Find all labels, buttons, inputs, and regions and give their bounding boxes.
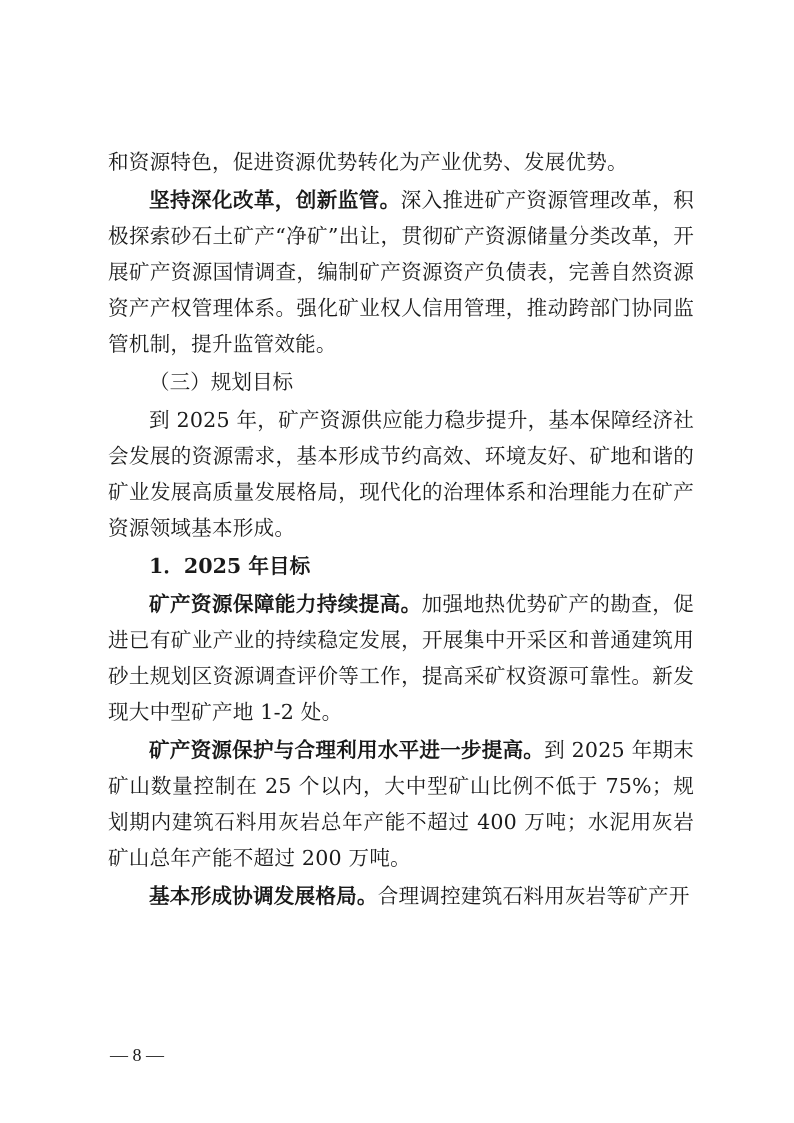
paragraph-body-coordinated: 合理调控建筑石料用灰岩等矿产开 xyxy=(377,884,690,908)
paragraph-lead-reform: 坚持深化改革，创新监管。 xyxy=(149,188,401,212)
paragraph-goals-2025: 到 2025 年，矿产资源供应能力稳步提升，基本保障经济社会发展的资源需求，基本形成节约高效、环境友好、矿地和谐的矿业发展高质量发展格局，现代化的治理体系和治理能力在矿产资源领域基本形成。 xyxy=(108,408,694,540)
document-page xyxy=(108,144,694,914)
paragraph-lead-supply: 矿产资源保障能力持续提高。 xyxy=(149,592,422,616)
paragraph-supply-capacity xyxy=(108,586,694,730)
page-number: — 8 — xyxy=(110,1045,164,1065)
paragraph-protection-utilization xyxy=(108,732,694,876)
paragraph-body-protection: 到 2025 年期末矿山数量控制在 25 个以内，大中型矿山比例不低于 75%；规划期内建筑石料用灰岩总年产能不超过 400 万吨；水泥用灰岩矿山总年产能不超过 200 万吨。 xyxy=(108,738,694,870)
paragraph-reform xyxy=(108,182,694,362)
paragraph-lead-coordinated: 基本形成协调发展格局。 xyxy=(149,884,378,908)
paragraph-continuation: 和资源特色，促进资源优势转化为产业优势、发展优势。 xyxy=(108,150,628,174)
paragraph-body-reform: 深入推进矿产资源管理改革，积极探索砂石土矿产“净矿”出让，贯彻矿产资源储量分类改革，开展矿产资源国情调查，编制矿产资源资产负债表，完善自然资源资产产权管理体系。强化矿业权人信用管理，推动跨部门协同监管机制，提升监管效能。 xyxy=(108,188,694,356)
subsection-heading-2025-goals: 1．2025 年目标 xyxy=(149,554,311,578)
paragraph-lead-protection: 矿产资源保护与合理利用水平进一步提高。 xyxy=(149,738,545,762)
paragraph-coordinated-development xyxy=(108,878,694,914)
paragraph-body-supply: 加强地热优势矿产的勘查，促进已有矿业产业的持续稳定发展，开展集中开采区和普通建筑用砂土规划区资源调查评价等工作，提高采矿权资源可靠性。新发现大中型矿产地 1-2 处。 xyxy=(108,592,694,724)
section-heading-planning-goals: （三）规划目标 xyxy=(149,370,294,394)
